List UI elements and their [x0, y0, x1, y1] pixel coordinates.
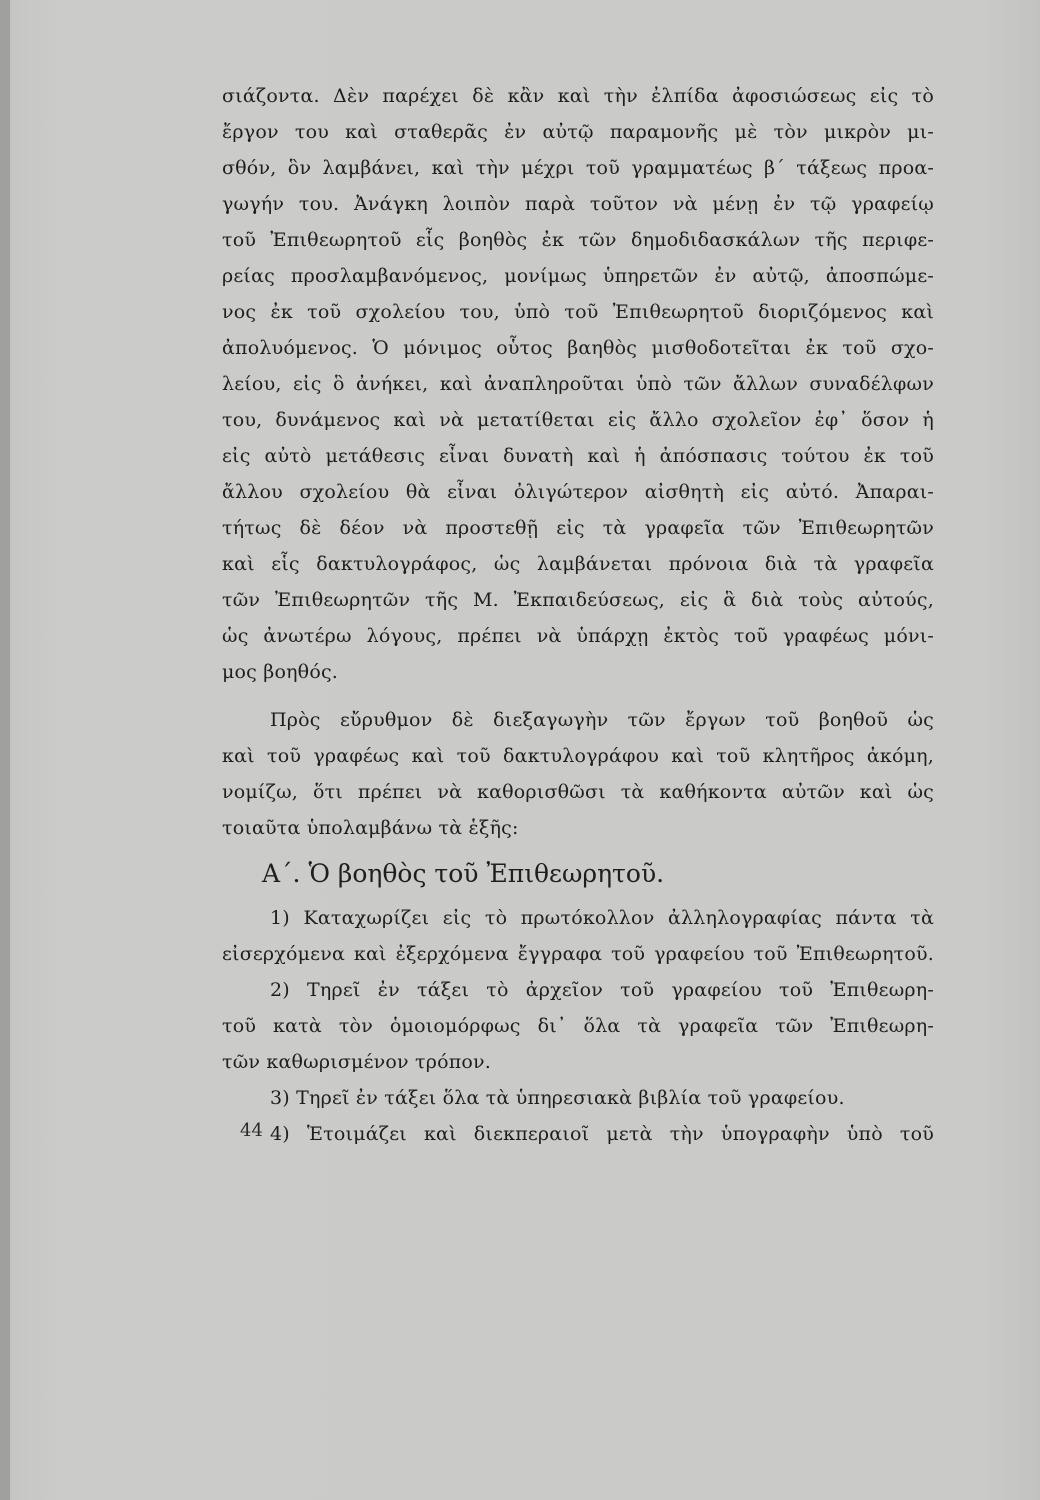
text-line: τοῦ κατὰ τὸν ὁμοιομόρφως δι᾽ ὅλα τὰ γραφεῖα τῶν Ἐπιθεωρη- [222, 1015, 934, 1037]
text-line: 2) Τηρεῖ ἐν τάξει τὸ ἀρχεῖον τοῦ γραφείου τοῦ Ἐπιθεωρη- [270, 979, 934, 1001]
text-line: ρείας προσλαμβανόμενος, μονίμως ὑπηρετῶν ἐν αὐτῷ, ἀποσπώμε- [222, 265, 934, 287]
text-line: τήτως δὲ δέον νὰ προστεθῇ εἰς τὰ γραφεῖα τῶν Ἐπιθεωρητῶν [222, 517, 934, 539]
text-line: ἀπολυόμενος. Ὁ μόνιμος οὗτος βαηθὸς μισθοδοτεῖται ἐκ τοῦ σχο- [222, 337, 934, 359]
main-text-block [222, 78, 934, 1152]
text-line: τῶν καθωρισμένον τρόπον. [222, 1051, 492, 1073]
text-line: Πρὸς εὔρυθμον δὲ διεξαγωγὴν τῶν ἔργων τοῦ βοηθοῦ ὡς [270, 709, 934, 731]
page-number: 44 [240, 1120, 263, 1141]
text-line: ἄλλου σχολείου θὰ εἶναι ὀλιγώτερον αἰσθητὴ εἰς αὐτό. Ἀπαραι- [222, 481, 934, 503]
item-3 [222, 1080, 934, 1116]
text-line: σθόν, ὃν λαμβάνει, καὶ τὴν μέχρι τοῦ γραμματέως β΄ τάξεως προα- [222, 157, 934, 179]
text-line: νος ἐκ τοῦ σχολείου του, ὑπὸ τοῦ Ἐπιθεωρητοῦ διοριζόμενος καὶ [222, 301, 934, 323]
text-line: γωγήν του. Ἀνάγκη λοιπὸν παρὰ τοῦτον νὰ μένῃ ἐν τῷ γραφείῳ [222, 193, 934, 215]
text-line: τοῦ Ἐπιθεωρητοῦ εἷς βοηθὸς ἐκ τῶν δημοδιδασκάλων τῆς περιφε- [222, 229, 934, 251]
paragraph-gap [222, 690, 934, 702]
text-line: 1) Καταχωρίζει εἰς τὸ πρωτόκολλον ἀλληλογραφίας πάντα τὰ [270, 907, 934, 929]
text-line: τοιαῦτα ὑπολαμβάνω τὰ ἑξῆς: [222, 817, 519, 839]
text-line: καὶ εἷς δακτυλογράφος, ὡς λαμβάνεται πρόνοια διὰ τὰ γραφεῖα [222, 553, 934, 575]
item-1 [222, 900, 934, 972]
text-line: 4) Ἑτοιμάζει καὶ διεκπεραιοῖ μετὰ τὴν ὑπογραφὴν ὑπὸ τοῦ [270, 1123, 934, 1145]
text-line: 3) Τηρεῖ ἐν τάξει ὅλα τὰ ὑπηρεσιακὰ βιβλία τοῦ γραφείου. [270, 1087, 845, 1109]
text-line: νομίζω, ὅτι πρέπει νὰ καθορισθῶσι τὰ καθήκοντα αὐτῶν καὶ ὡς [222, 781, 934, 803]
text-line: μος βοηθός. [222, 661, 339, 683]
item-2 [222, 972, 934, 1080]
text-line: λείου, εἰς ὃ ἀνήκει, καὶ ἀναπληροῦται ὑπὸ τῶν ἄλλων συναδέλφων [222, 373, 934, 395]
text-line: καὶ τοῦ γραφέως καὶ τοῦ δακτυλογράφου καὶ τοῦ κλητῆρος ἀκόμη, [222, 745, 934, 767]
text-line: σιάζοντα. Δὲν παρέχει δὲ κἂν καὶ τὴν ἐλπίδα ἀφοσιώσεως εἰς τὸ [222, 85, 934, 107]
text-line: εἰσερχόμενα καὶ ἐξερχόμενα ἔγγραφα τοῦ γραφείου τοῦ Ἐπιθεωρητοῦ. [222, 943, 934, 965]
text-line: του, δυνάμενος καὶ νὰ μετατίθεται εἰς ἄλλο σχολεῖον ἐφ᾽ ὅσον ἡ [222, 409, 934, 431]
text-line: εἰς αὐτὸ μετάθεσις εἶναι δυνατὴ καὶ ἡ ἀπόσπασις τούτου ἐκ τοῦ [222, 445, 934, 467]
paragraph-2 [222, 702, 934, 846]
section-heading: Α΄. Ὁ βοηθὸς τοῦ Ἐπιθεωρητοῦ. [262, 859, 665, 888]
item-4 [222, 1116, 934, 1152]
page-spine-shadow [0, 0, 10, 1500]
text-line: ἔργον του καὶ σταθερᾶς ἐν αὐτῷ παραμονῆς μὲ τὸν μικρὸν μι- [222, 121, 934, 143]
text-line: ὡς ἀνωτέρω λόγους, πρέπει νὰ ὑπάρχῃ ἐκτὸς τοῦ γραφέως μόνι- [222, 625, 934, 647]
text-line: τῶν Ἐπιθεωρητῶν τῆς Μ. Ἐκπαιδεύσεως, εἰς ἃ διὰ τοὺς αὐτούς, [222, 589, 934, 611]
paragraph-1 [222, 78, 934, 690]
